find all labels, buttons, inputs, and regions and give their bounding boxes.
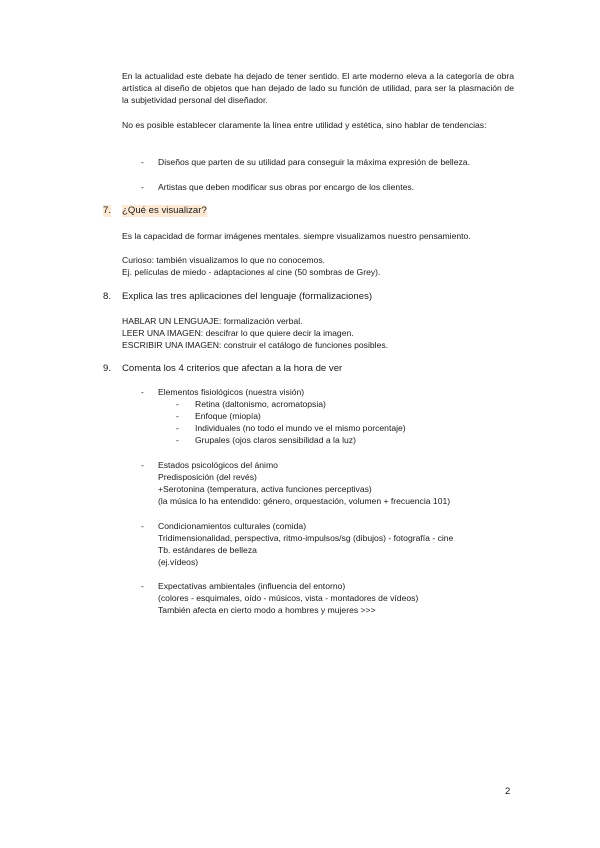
- sub-bullet-dash: -: [176, 399, 179, 409]
- criterion-detail: Tb. estándares de belleza: [158, 545, 257, 555]
- tendency-item: Diseños que parten de su utilidad para conseguir la máxima expresión de belleza.: [158, 157, 470, 167]
- bullet-dash: -: [141, 460, 144, 470]
- page-number: 2: [505, 786, 511, 797]
- criterion-detail: +Serotonina (temperatura, activa funciones perceptivas): [158, 484, 372, 494]
- sub-criterion: Enfoque (miopía): [195, 411, 261, 421]
- question-8-title: Explica las tres aplicaciones del lenguaje (formalizaciones): [122, 291, 373, 302]
- question-7-example: Ej. películas de miedo - adaptaciones al cine (50 sombras de Grey).: [122, 267, 381, 277]
- criterion-detail: Predisposición (del revés): [158, 472, 257, 482]
- criterion-detail: Tridimensionalidad, perspectiva, ritmo-impulsos/sg (dibujos) - fotografía - cine: [158, 533, 454, 543]
- sub-criterion: Grupales (ojos claros sensibilidad a la luz): [195, 435, 356, 445]
- sub-criterion: Individuales (no todo el mundo ve el mismo porcentaje): [195, 423, 406, 433]
- sub-bullet-dash: -: [176, 435, 179, 445]
- criterion-title: Estados psicológicos del ánimo: [158, 460, 278, 470]
- criterion-detail: (la música lo ha entendido: género, orquestación, volumen + frecuencia 101): [158, 496, 451, 506]
- criterion-detail: También afecta en cierto modo a hombres y mujeres >>>: [158, 605, 376, 615]
- sub-bullet-dash: -: [176, 423, 179, 433]
- bullet-dash: -: [141, 521, 144, 531]
- criterion-detail: (ej.vídeos): [158, 557, 199, 567]
- language-application: ESCRIBIR UNA IMAGEN: construir el catálogo de funciones posibles.: [122, 340, 389, 350]
- tendency-item: Artistas que deben modificar sus obras por encargo de los clientes.: [158, 182, 415, 192]
- question-7-note: Curioso: también visualizamos lo que no conocemos.: [122, 255, 326, 265]
- sub-criterion: Retina (daltonismo, acromatopsia): [195, 399, 326, 409]
- bullet-dash: -: [141, 157, 144, 167]
- intro-paragraph: En la actualidad este debate ha dejado de tener sentido. El arte moderno eleva a la categoría de obra artística al diseño de objetos que han dejado de lado su función de utilidad, para ser la plasmación de la subjetividad personal del diseñador.: [122, 71, 514, 106]
- question-9-number: 9.: [103, 363, 112, 374]
- tendencies-paragraph: No es posible establecer claramente la línea entre utilidad y estética, sino hablar de tendencias:: [122, 120, 487, 130]
- language-application: HABLAR UN LENGUAJE: formalización verbal.: [122, 316, 303, 326]
- question-8-number: 8.: [103, 291, 112, 302]
- language-application: LEER UNA IMAGEN: descifrar lo que quiere decir la imagen.: [122, 328, 354, 338]
- criterion-detail: (colores - esquimales, oído - músicos, vista - montadores de vídeos): [158, 593, 419, 603]
- question-7-answer: Es la capacidad de formar imágenes mentales. siempre visualizamos nuestro pensamiento.: [122, 231, 471, 241]
- bullet-dash: -: [141, 182, 144, 192]
- question-9-title: Comenta los 4 criterios que afectan a la hora de ver: [122, 363, 343, 374]
- criterion-title: Condicionamientos culturales (comida): [158, 521, 307, 531]
- criterion-title: Expectativas ambientales (influencia del entorno): [158, 581, 346, 591]
- question-7-number: 7.: [103, 205, 112, 216]
- criterion-title: Elementos fisiológicos (nuestra visión): [158, 387, 305, 397]
- bullet-dash: -: [141, 581, 144, 591]
- sub-bullet-dash: -: [176, 411, 179, 421]
- question-7-title: ¿Qué es visualizar?: [122, 205, 207, 216]
- bullet-dash: -: [141, 387, 144, 397]
